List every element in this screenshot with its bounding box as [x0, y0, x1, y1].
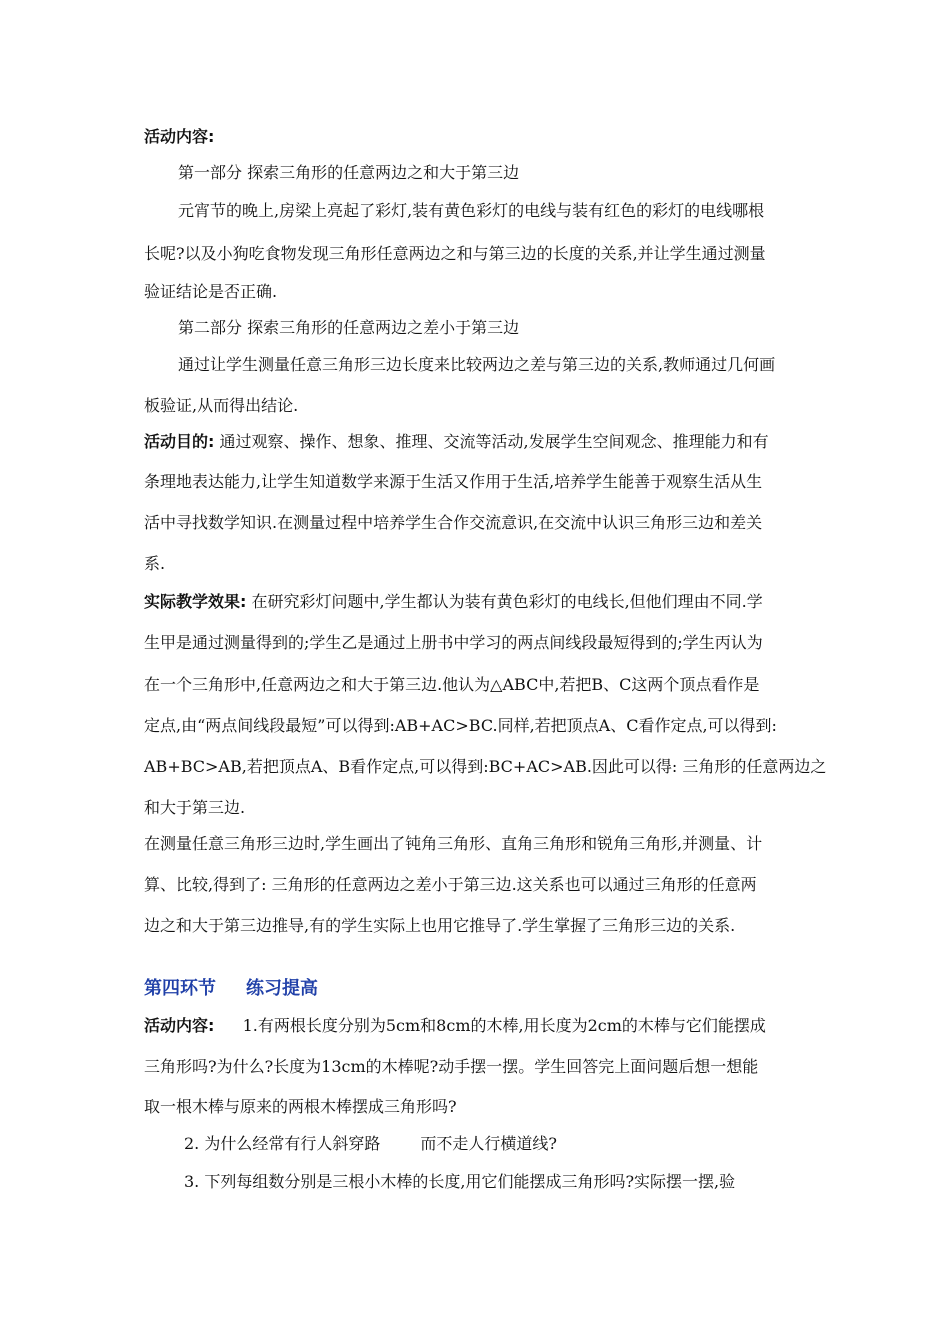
part1-title: 第一部分 探索三角形的任意两边之和大于第三边 [178, 163, 520, 182]
paragraph-line: 验证结论是否正确. [144, 282, 278, 301]
paragraph-line: 三角形吗?为什么?长度为13cm的木棒呢?动手摆一摆。学生回答完上面问题后想一想能 [144, 1057, 759, 1076]
paragraph-line: 元宵节的晚上,房梁上亮起了彩灯,装有黄色彩灯的电线与装有红色的彩灯的电线哪根 [178, 201, 765, 220]
effect-line-1 [144, 592, 763, 612]
paragraph-line: 系. [144, 554, 166, 573]
paragraph-line: 板验证,从而得出结论. [144, 396, 299, 415]
exercise-3: 3. 下列每组数分别是三根小木棒的长度,用它们能摆成三角形吗?实际摆一摆,验 [184, 1172, 736, 1191]
activity-content-label: 活动内容: [144, 127, 215, 146]
exercise-2-text-c: 而不走人行横道线? [420, 1134, 557, 1153]
exercise-2-text-b: 路 [364, 1134, 381, 1153]
paragraph-line: 条理地表达能力,让学生知道数学来源于生活又作用于生活,培养学生能善于观察生活从生 [144, 472, 763, 491]
paragraph-line: 长呢?以及小狗吃食物发现三角形任意两边之和与第三边的长度的关系,并让学生通过测量 [144, 244, 766, 263]
paragraph-line: 活中寻找数学知识.在测量过程中培养学生合作交流意识,在交流中认识三角形三边和差关 [144, 513, 763, 532]
exercise-1-text: 1.有两根长度分别为5cm和8cm的木棒,用长度为2cm的木棒与它们能摆成 [242, 1016, 766, 1035]
paragraph-line: 定点,由“两点间线段最短”可以得到:AB+AC>BC.同样,若把顶点A、C看作定点,可以得到: [144, 716, 777, 735]
effect-label: 实际教学效果: [144, 592, 247, 611]
exercise-2 [184, 1134, 557, 1154]
section-heading [144, 974, 318, 1000]
exercise-content-label: 活动内容: [144, 1016, 215, 1035]
exercise-1-line-1 [144, 1016, 766, 1036]
paragraph-line: 在测量任意三角形三边时,学生画出了钝角三角形、直角三角形和锐角三角形,并测量、计 [144, 834, 763, 853]
paragraph-line: 取一根木棒与原来的两根木棒摆成三角形吗? [144, 1097, 457, 1116]
purpose-label: 活动目的: [144, 432, 215, 451]
paragraph-line: 边之和大于第三边推导,有的学生实际上也用它推导了.学生掌握了三角形三边的关系. [144, 916, 736, 935]
paragraph-line: 生甲是通过测量得到的;学生乙是通过上册书中学习的两点间线段最短得到的;学生丙认为 [144, 633, 763, 652]
effect-text: 在研究彩灯问题中,学生都认为装有黄色彩灯的电线长,但他们理由不同.学 [251, 592, 763, 611]
part2-title: 第二部分 探索三角形的任意两边之差小于第三边 [178, 318, 520, 337]
paragraph-line: AB+BC>AB,若把顶点A、B看作定点,可以得到:BC+AC>AB.因此可以得: 三角形的任意两边之 [144, 757, 827, 776]
purpose-text: 通过观察、操作、想象、推理、交流等活动,发展学生空间观念、推理能力和有 [219, 432, 769, 451]
exercise-2-text-a: 2. 为什么经常有行人斜穿 [184, 1134, 365, 1153]
section-heading-title: 练习提高 [246, 978, 318, 999]
purpose-line-1 [144, 432, 769, 452]
section-heading-number: 第四环节 [144, 978, 216, 999]
paragraph-line: 算、比较,得到了: 三角形的任意两边之差小于第三边.这关系也可以通过三角形的任意两 [144, 875, 757, 894]
paragraph-line: 和大于第三边. [144, 798, 246, 817]
paragraph-line: 在一个三角形中,任意两边之和大于第三边.他认为△ABC中,若把B、C这两个顶点看作是 [144, 675, 760, 694]
paragraph-line: 通过让学生测量任意三角形三边长度来比较两边之差与第三边的关系,教师通过几何画 [178, 355, 776, 374]
